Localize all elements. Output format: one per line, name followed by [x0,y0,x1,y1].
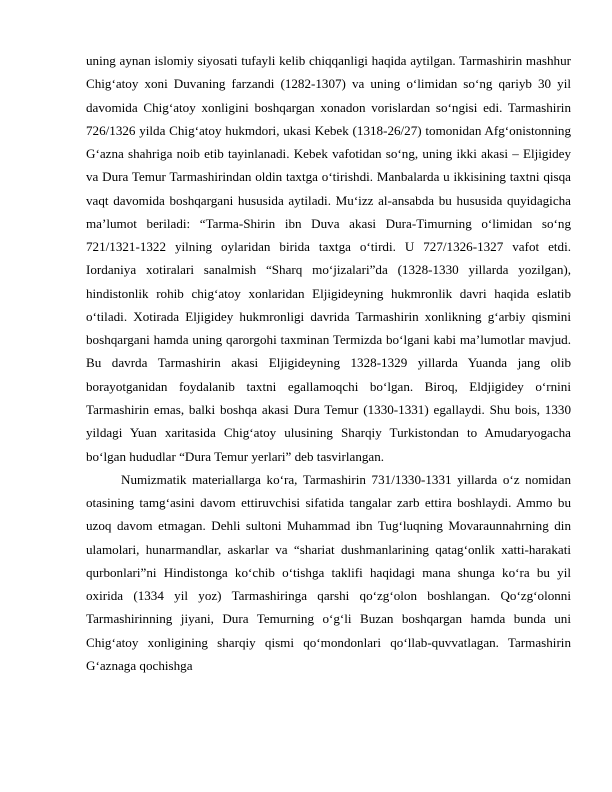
body-paragraph-1: uning aynan islomiy siyosati tufayli kelib chiqqanligi haqida aytilgan. Tarmashirin mashhur Chig‘atoy xoni Duvaning farzandi (1282-1307) va uning o‘limidan so‘ng qariyb 30 yil davomida Chig‘atoy xonligini boshqargan xonadon vorislardan so‘ngisi edi. Tarmashirin 726/1326 yilda Chig‘atoy hukmdori, ukasi Kebek (1318-26/27) tomonidan Afg‘onistonning G‘azna shahriga noib etib tayinlanadi. Kebek vafotidan so‘ng, uning ikki akasi – Eljigidey va Dura Temur Tarmashirindan oldin taxtga o‘tirishdi. Manbalarda u ikkisining taxtni qisqa vaqt davomida boshqargani hususida aytiladi. Mu‘izz al-ansabda bu hususida quyidagicha ma’lumot beriladi: “Tarma-Shirin ibn Duva akasi Dura-Timurning o‘limidan so‘ng 721/1321-1322 yilning oylaridan birida taxtga o‘tirdi. U 727/1326-1327 vafot etdi. Iordaniya xotiralari sanalmish “Sharq mo‘jizalari”da (1328-1330 yillarda yozilgan), hindistonlik rohib chig‘atoy xonlaridan Eljigideyning hukmronlik davri haqida eslatib o‘tiladi. Xotirada Eljigidey hukmronligi davrida Tarmashirin xonlikning g‘arbiy qismini boshqargani hamda uning qarorgohi taxminan Termizda bo‘lgani kabi ma’lumotlar mavjud. Bu davrda Tarmashirin akasi Eljigideyning 1328-1329 yillarda Yuanda jang olib borayotganidan foydalanib taxtni egallamoqchi bo‘lgan. Biroq, Eldjigidey o‘rnini Tarmashirin emas, balki boshqa akasi Dura Temur (1330-1331) egallaydi. Shu bois, 1330 yildagi Yuan xaritasida Chig‘atoy ulusining Sharqiy Turkistondan to Amudaryogacha bo‘lgan hududlar “Dura Temur yerlari” deb tasvirlangan. [86,53,571,464]
body-paragraph-2: Numizmatik materiallarga ko‘ra, Tarmashirin 731/1330-1331 yillarda o‘z nomidan otasining tamg‘asini davom ettiruvchisi sifatida tangalar zarb ettira boshlaydi. Ammo bu uzoq davom etmagan. Dehli sultoni Muhammad ibn Tug‘luqning Movaraunnahrning din ulamolari, hunarmandlar, askarlar va “shariat dushmanlarining qatag‘onlik xatti-harakati qurbonlari”ni Hindistonga ko‘chib o‘tishga taklifi haqidagi mana shunga ko‘ra bu yil oxirida (1334 yil yoz) Tarmashiringa qarshi qo‘zg‘olon boshlangan. Qo‘zg‘olonni Tarmashirinning jiyani, Dura Temurning o‘g‘li Buzan boshqargan hamda bunda uni Chig‘atoy xonligining sharqiy qismi qo‘mondonlari qo‘llab-quvvatlagan. Tarmashirin G‘aznaga qochishga [86,471,571,673]
document-page [86,49,571,677]
